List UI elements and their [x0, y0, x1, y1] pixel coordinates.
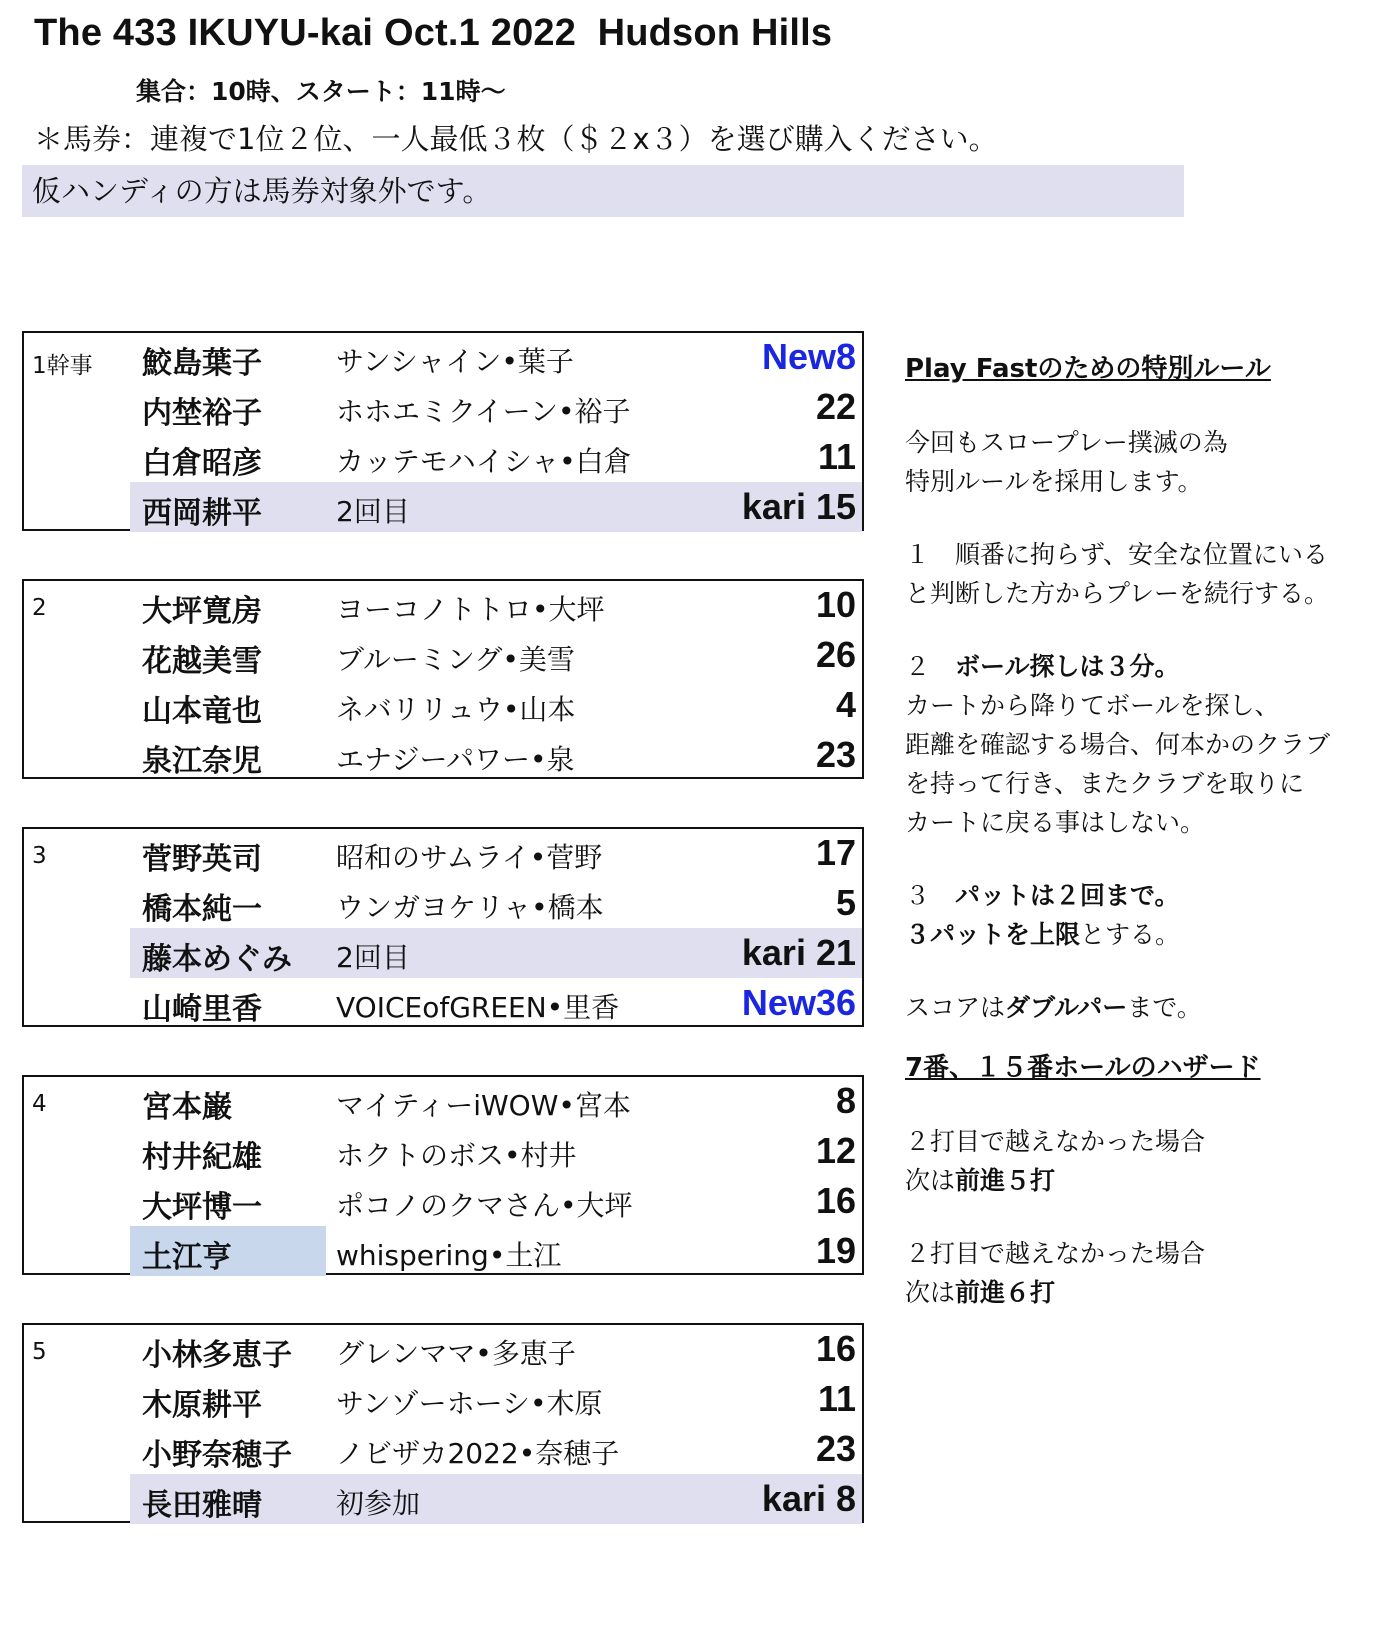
- player-name: 宮本巌: [142, 1090, 232, 1125]
- player-row: [130, 680, 862, 730]
- handicap: 17: [815, 832, 856, 873]
- horse-name: サンシャイン•葉子: [336, 345, 574, 378]
- ticket-instructions: ＊馬券：連複で1位２位、一人最低３枚（＄２x３）を選び購入ください。: [34, 122, 998, 156]
- horse-name: VOICEofGREEN•里香: [336, 991, 620, 1024]
- horse-name: 昭和のサムライ•菅野: [336, 841, 603, 874]
- player-row: [130, 332, 862, 382]
- handicap: kari 15: [741, 486, 856, 527]
- hazard-rule-2-line-1: ２打目で越えなかった場合: [905, 1239, 1206, 1268]
- handicap: 16: [815, 1180, 856, 1221]
- player-name: 土江亨: [142, 1240, 232, 1275]
- player-row: [130, 482, 862, 532]
- player-row: [130, 1474, 862, 1524]
- handicap: 12: [815, 1130, 856, 1171]
- handicap: 22: [815, 386, 856, 427]
- handicap: 23: [815, 734, 856, 775]
- player-name: 山本竜也: [142, 694, 262, 729]
- player-row: [130, 828, 862, 878]
- player-name: 泉江奈児: [142, 744, 262, 779]
- group-4: [22, 1075, 864, 1275]
- rules-heading: Play Fastのための特別ルール: [905, 354, 1271, 384]
- rule-2-line-3: を持って行き、またクラブを取りに: [905, 769, 1305, 798]
- horse-name: マイティーiWOW•宮本: [336, 1089, 631, 1122]
- player-row: [130, 382, 862, 432]
- rule-3-number: ３: [905, 881, 956, 910]
- group-5: [22, 1323, 864, 1523]
- horse-name: グレンママ•多恵子: [336, 1337, 576, 1370]
- player-name: 小野奈穂子: [142, 1438, 292, 1473]
- horse-name: ヨーコノトトロ•大坪: [336, 593, 605, 626]
- handicap: 11: [817, 436, 856, 477]
- group-label: 3: [32, 843, 47, 869]
- player-name: 長田雅晴: [142, 1488, 262, 1523]
- rule-3-bold: パットは２回まで。: [955, 881, 1180, 910]
- horse-name: whispering•土江: [336, 1239, 562, 1272]
- group-label: 4: [32, 1091, 47, 1117]
- player-row: [130, 928, 862, 978]
- rule-2-bold: ボール探しは３分。: [955, 652, 1180, 681]
- player-row: [130, 730, 862, 780]
- player-row: [130, 1076, 862, 1126]
- horse-name: 初参加: [336, 1487, 421, 1520]
- handicap: 8: [835, 1080, 856, 1121]
- rule-2-line-2: 距離を確認する場合、何本かのクラブ: [905, 730, 1331, 759]
- meeting-time: 集合：10時、スタート：11時〜: [136, 77, 506, 106]
- player-row: [130, 1374, 862, 1424]
- rule-3-title: [905, 876, 1375, 915]
- group-2: [22, 579, 864, 779]
- rule-2-number: ２: [905, 652, 956, 681]
- horse-name: ノビザカ2022•奈穂子: [336, 1437, 620, 1470]
- rule-3-line-2: [905, 915, 1375, 954]
- handicap: New36: [741, 982, 856, 1023]
- rules-intro-line-1: 今回もスロープレー撲滅の為: [905, 428, 1228, 457]
- hazard-2-pre: 次は: [905, 1278, 956, 1307]
- horse-name: ホホエミクイーン•裕子: [336, 395, 631, 428]
- player-name: 鮫島葉子: [142, 346, 262, 381]
- group-label: 1幹事: [32, 353, 93, 379]
- player-name: 大坪博一: [142, 1190, 262, 1225]
- horse-name: ウンガヨケリャ•橋本: [336, 891, 604, 924]
- hazard-rule-2-line-2: [905, 1273, 1375, 1312]
- rule-2-line-1: カートから降りてボールを探し、: [905, 691, 1280, 720]
- handicap: 11: [817, 1378, 856, 1419]
- score-bold: ダブルパー: [1005, 993, 1128, 1022]
- hazard-rule-1-line-1: ２打目で越えなかった場合: [905, 1127, 1206, 1156]
- hazard-rule-1-line-2: [905, 1161, 1375, 1200]
- score-rule: [905, 988, 1375, 1027]
- handicap: 16: [815, 1328, 856, 1369]
- handicap: 19: [815, 1230, 856, 1271]
- group-label: 2: [32, 595, 47, 621]
- horse-name: 2回目: [336, 495, 410, 528]
- hazard-2-bold: 前進６打: [955, 1278, 1056, 1307]
- player-row: [130, 878, 862, 928]
- player-row: [130, 1324, 862, 1374]
- player-row: [130, 1176, 862, 1226]
- score-post: まで。: [1127, 993, 1202, 1022]
- handicap: kari 21: [741, 932, 856, 973]
- rule-1-line-2: と判断した方からプレーを続行する。: [905, 579, 1330, 608]
- player-name: 山崎里香: [142, 992, 262, 1027]
- rule-3-limit-bold: ３パットを上限: [905, 920, 1081, 949]
- player-name: 白倉昭彦: [142, 446, 262, 481]
- horse-name: ネバリリュウ•山本: [336, 693, 576, 726]
- rule-2-line-4: カートに戻る事はしない。: [905, 808, 1206, 837]
- hazard-heading: 7番、１５番ホールのハザード: [905, 1053, 1261, 1083]
- horse-name: カッテモハイシャ•白倉: [336, 445, 632, 478]
- horse-name: ポコノのクマさん•大坪: [336, 1189, 633, 1222]
- handicap: New8: [761, 336, 856, 377]
- player-row: [130, 1424, 862, 1474]
- rule-3-limit-rest: とする。: [1080, 920, 1181, 949]
- player-name: 橋本純一: [142, 892, 262, 927]
- handicap: kari 8: [761, 1478, 856, 1519]
- horse-name: ホクトのボス•村井: [336, 1139, 577, 1172]
- page-title: The 433 IKUYU-kai Oct.1 2022 Hudson Hills: [34, 12, 833, 54]
- handicap: 26: [815, 634, 856, 675]
- player-row: [130, 580, 862, 630]
- handicap: 4: [835, 684, 856, 725]
- rule-1-line-1: １ 順番に拘らず、安全な位置にいる: [905, 540, 1329, 569]
- player-row: [130, 978, 862, 1028]
- player-name: 小林多恵子: [142, 1338, 292, 1373]
- horse-name: ブルーミング•美雪: [336, 643, 575, 676]
- player-row: [130, 1226, 862, 1276]
- rules-intro-line-2: 特別ルールを採用します。: [905, 467, 1203, 496]
- rule-2-title: [905, 647, 1375, 686]
- handicap: 5: [835, 882, 856, 923]
- player-name: 藤本めぐみ: [142, 942, 292, 977]
- player-row: [130, 432, 862, 482]
- horse-name: 2回目: [336, 941, 410, 974]
- player-row: [130, 1126, 862, 1176]
- hazard-1-bold: 前進５打: [955, 1166, 1056, 1195]
- horse-name: エナジーパワー•泉: [336, 743, 575, 776]
- group-3: [22, 827, 864, 1027]
- horse-name: サンゾーホーシ•木原: [336, 1387, 603, 1420]
- hazard-1-pre: 次は: [905, 1166, 956, 1195]
- player-name: 内埜裕子: [142, 396, 262, 431]
- special-rules-panel: [905, 350, 1375, 1312]
- handicap: 23: [815, 1428, 856, 1469]
- player-name: 菅野英司: [142, 842, 262, 877]
- score-pre: スコアは: [905, 993, 1006, 1022]
- player-name: 村井紀雄: [142, 1140, 262, 1175]
- player-name: 木原耕平: [142, 1388, 262, 1423]
- player-name: 西岡耕平: [142, 496, 262, 531]
- player-name: 花越美雪: [142, 644, 262, 679]
- player-name: 大坪寛房: [142, 594, 262, 629]
- player-row: [130, 630, 862, 680]
- handicap: 10: [815, 584, 856, 625]
- group-1: [22, 331, 864, 531]
- group-label: 5: [32, 1339, 47, 1365]
- provisional-handicap-note: 仮ハンディの方は馬券対象外です。: [22, 165, 1184, 217]
